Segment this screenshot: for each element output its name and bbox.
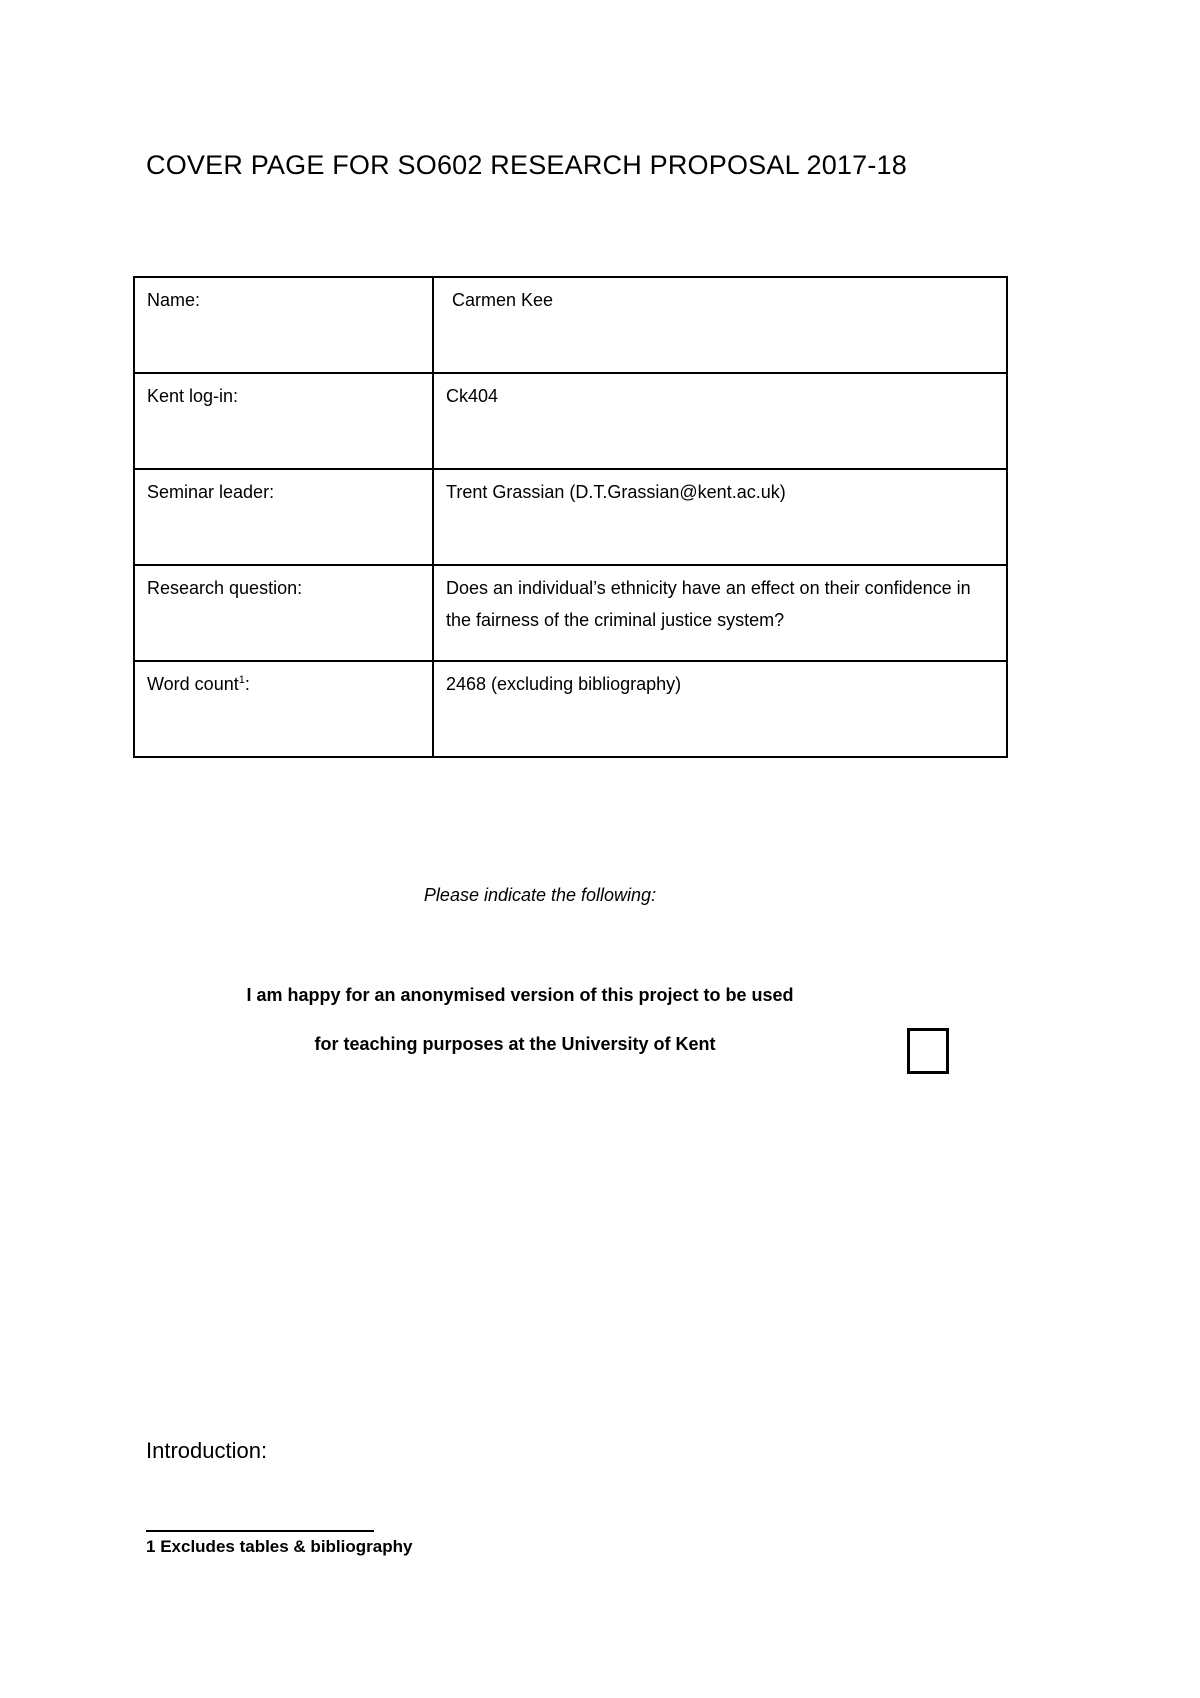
table-row-research-question	[134, 565, 1007, 661]
introduction-heading: Introduction:	[146, 1438, 268, 1463]
footnote-1	[146, 1537, 412, 1557]
seminar-leader-value: Trent Grassian (D.T.Grassian@kent.ac.uk)	[433, 469, 1007, 565]
footnote-number: 1	[146, 1537, 156, 1556]
word-count-value: 2468 (excluding bibliography)	[433, 661, 1007, 757]
consent-text-line-1: I am happy for an anonymised version of this project to be used	[246, 985, 794, 1005]
table-row-seminar-leader	[134, 469, 1007, 565]
consent-checkbox[interactable]	[907, 1028, 949, 1074]
footnote-separator	[146, 1530, 374, 1532]
consent-text-line-2: for teaching purposes at the University of Kent	[314, 1034, 716, 1054]
word-count-label-colon: :	[244, 674, 250, 694]
word-count-label-cell	[134, 661, 433, 757]
name-value: Carmen Kee	[433, 277, 1007, 373]
table-row-word-count	[134, 661, 1007, 757]
word-count-label: Word count	[147, 674, 239, 694]
research-question-label: Research question:	[134, 565, 433, 661]
table-row-name	[134, 277, 1007, 373]
seminar-leader-label: Seminar leader:	[134, 469, 433, 565]
consent-instruction: Please indicate the following:	[423, 885, 657, 905]
footnote-ref-1: 1	[238, 674, 245, 686]
page-title: COVER PAGE FOR SO602 RESEARCH PROPOSAL 2017-18	[146, 150, 907, 180]
table-row-login	[134, 373, 1007, 469]
research-question-value: Does an individual’s ethnicity have an effect on their confidence in the fairness of the criminal justice system?	[433, 565, 1007, 661]
name-label: Name:	[134, 277, 433, 373]
login-label: Kent log-in:	[134, 373, 433, 469]
cover-info-table	[133, 276, 1008, 758]
login-value: Ck404	[433, 373, 1007, 469]
footnote-text: Excludes tables & bibliography	[160, 1537, 413, 1556]
